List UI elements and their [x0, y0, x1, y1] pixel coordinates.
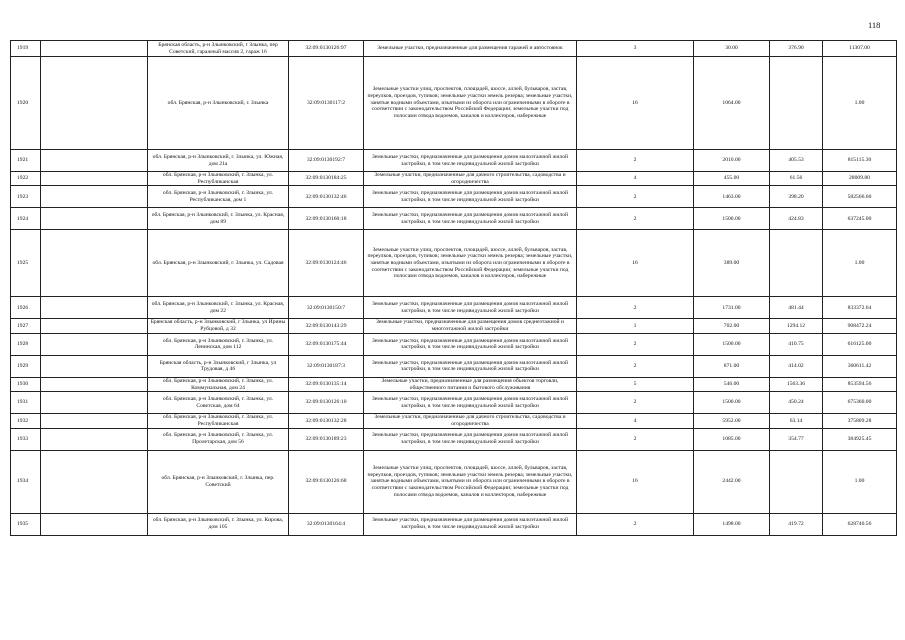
table-row [11, 377, 897, 391]
unit-value-cell: 419.72 [770, 513, 823, 535]
unit-value-cell: 63.14 [770, 414, 823, 428]
group-cell: 2 [577, 428, 694, 450]
address-cell: обл. Брянская, р-н Злынковский, г. Злынка, ул. Пролетарская, дом 56 [148, 428, 289, 450]
spacer-cell [41, 450, 148, 513]
group-cell: 2 [577, 186, 694, 208]
group-cell: 3 [577, 41, 694, 57]
unit-value-cell [770, 450, 823, 513]
land-use-cell: Земельные участки, предназначенные для размещения домов малоэтажной жилой застройки, в том числе индивидуальной жилой застройки [364, 513, 577, 535]
area-cell: 1500.00 [694, 333, 770, 355]
group-cell: 2 [577, 355, 694, 377]
table-row [11, 428, 897, 450]
area-cell: 1085.00 [694, 428, 770, 450]
spacer-cell [41, 150, 148, 172]
table-row [11, 513, 897, 535]
cadastral-number-cell: 32:09:0130126:97 [289, 41, 364, 57]
unit-value-cell [770, 230, 823, 297]
row-number: 1927 [11, 319, 41, 333]
cadastral-value-cell: 28009.80 [823, 172, 897, 186]
unit-value-cell [770, 57, 823, 150]
address-cell: обл. Брянская, р-н Злынковский, г. Злынка, пер. Советский [148, 450, 289, 513]
address-cell: обл. Брянская, р-н Злынковский, г. Злынка, ул. Советская, дом 64 [148, 392, 289, 414]
area-cell: 2442.00 [694, 450, 770, 513]
cadastral-number-cell: 32:09:0130184:25 [289, 172, 364, 186]
row-number: 1933 [11, 428, 41, 450]
cadastral-value-cell: 384925.45 [823, 428, 897, 450]
group-cell: 16 [577, 57, 694, 150]
area-cell: 871.00 [694, 355, 770, 377]
land-use-cell: Земельные участки улиц, проспектов, площадей, шоссе, аллей, бульваров, застав, переулков, проездов, тупиков; земельные участки земель резерва; земельные участки, занятые водными объектами, изъятыми из оборота или ограниченными в обороте в соответствии с законодательством Российской Федерации; земельные участки под полосами отвода водоемов, каналов и коллекторов, набережные [364, 57, 577, 150]
land-use-cell: Земельные участки улиц, проспектов, площадей, шоссе, аллей, бульваров, застав, переулков, проездов, тупиков; земельные участки земель резерва; земельные участки, занятые водными объектами, изъятыми из оборота или ограниченными в обороте в соответствии с законодательством Российской Федерации; земельные участки под полосами отвода водоемов, каналов и коллекторов, набережные [364, 230, 577, 297]
unit-value-cell: 405.53 [770, 150, 823, 172]
table-row [11, 150, 897, 172]
land-use-cell: Земельные участки, предназначенные для размещения домов малоэтажной жилой застройки, в том числе индивидуальной жилой застройки [364, 186, 577, 208]
unit-value-cell: 424.83 [770, 208, 823, 230]
spacer-cell [41, 230, 148, 297]
table-row [11, 450, 897, 513]
address-cell: обл. Брянская, р-н Злынковский, г. Злынка, ул. Ленинская, дом 112 [148, 333, 289, 355]
row-number: 1929 [11, 355, 41, 377]
cadastral-number-cell: 32:09:0130124:46 [289, 230, 364, 297]
row-number: 1919 [11, 41, 41, 57]
cadastral-number-cell: 32:09:0130189:23 [289, 428, 364, 450]
spacer-cell [41, 57, 148, 150]
spacer-cell [41, 297, 148, 319]
row-number: 1928 [11, 333, 41, 355]
unit-value-cell: 1294.12 [770, 319, 823, 333]
unit-value-cell: 354.77 [770, 428, 823, 450]
table-row [11, 355, 897, 377]
area-cell: 1500.00 [694, 392, 770, 414]
row-number: 1923 [11, 186, 41, 208]
table-row [11, 57, 897, 150]
cadastral-value-cell: 616125.00 [823, 333, 897, 355]
table-row [11, 319, 897, 333]
unit-value-cell: 398.20 [770, 186, 823, 208]
table-row [11, 186, 897, 208]
row-number: 1930 [11, 377, 41, 391]
address-cell: Брянская область, р-н Злынковский, г Злынка, пер Советский, гаражный массив 2, гараж 16 [148, 41, 289, 57]
land-use-cell: Земельные участки, предназначенные для размещения домов малоэтажной жилой застройки, в том числе индивидуальной жилой застройки [364, 428, 577, 450]
cadastral-number-cell: 32:09:0130132:46 [289, 186, 364, 208]
spacer-cell [41, 355, 148, 377]
cadastral-number-cell: 32:09:0130192:7 [289, 150, 364, 172]
cadastral-number-cell: 32:09:0130126:10 [289, 392, 364, 414]
land-use-cell: Земельные участки, предназначенные для размещения домов малоэтажной жилой застройки, в том числе индивидуальной жилой застройки [364, 333, 577, 355]
table-row [11, 414, 897, 428]
address-cell: обл. Брянская, р-н Злынковский, г. Злынка, ул. Республиканская [148, 172, 289, 186]
cadastral-number-cell: 32:09:0130187:3 [289, 355, 364, 377]
row-number: 1934 [11, 450, 41, 513]
area-cell: 1463.00 [694, 186, 770, 208]
spacer-cell [41, 208, 148, 230]
spacer-cell [41, 186, 148, 208]
table-row [11, 333, 897, 355]
unit-value-cell: 410.75 [770, 333, 823, 355]
spacer-cell [41, 377, 148, 391]
area-cell: 5952.00 [694, 414, 770, 428]
row-number: 1932 [11, 414, 41, 428]
area-cell: 1731.00 [694, 297, 770, 319]
land-use-cell: Земельные участки, предназначенные для дачного строительства, садоводства и огородничества [364, 172, 577, 186]
cadastral-value-cell: 11307.00 [823, 41, 897, 57]
address-cell: обл. Брянская, р-н Злынковский, г. Злынка, ул. Садовая [148, 230, 289, 297]
unit-value-cell: 61.56 [770, 172, 823, 186]
cadastral-number-cell: 32:09:0130132:28 [289, 414, 364, 428]
unit-value-cell: 376.90 [770, 41, 823, 57]
spacer-cell [41, 513, 148, 535]
row-number: 1922 [11, 172, 41, 186]
cadastral-value-cell: 1.00 [823, 450, 897, 513]
group-cell: 4 [577, 172, 694, 186]
page-number: 118 [868, 20, 881, 30]
table-row [11, 392, 897, 414]
cadastral-value-cell: 582566.60 [823, 186, 897, 208]
area-cell: 1500.00 [694, 208, 770, 230]
address-cell: обл. Брянская, р-н Злынковский, г. Злынка, ул. Республиканская [148, 414, 289, 428]
address-cell: обл. Брянская, р-н Злынковский, г. Злынка, ул. Кирова, дом 105 [148, 513, 289, 535]
cadastral-number-cell: 32:09:0130175:44 [289, 333, 364, 355]
cadastral-number-cell: 32:09:0130135:14 [289, 377, 364, 391]
spacer-cell [41, 41, 148, 57]
area-cell: 389.00 [694, 230, 770, 297]
row-number: 1921 [11, 150, 41, 172]
cadastral-number-cell: 32:09:0130160:18 [289, 208, 364, 230]
table-body [11, 41, 897, 536]
table-row [11, 41, 897, 57]
group-cell: 2 [577, 297, 694, 319]
area-cell: 30.00 [694, 41, 770, 57]
cadastral-number-cell: 32:09:0130143:29 [289, 319, 364, 333]
spacer-cell [41, 414, 148, 428]
row-number: 1931 [11, 392, 41, 414]
cadastral-value-cell: 675360.00 [823, 392, 897, 414]
group-cell: 2 [577, 392, 694, 414]
cadastral-value-cell: 1.00 [823, 230, 897, 297]
cadastral-value-cell: 815115.30 [823, 150, 897, 172]
row-number: 1924 [11, 208, 41, 230]
unit-value-cell: 1563.36 [770, 377, 823, 391]
spacer-cell [41, 319, 148, 333]
row-number: 1935 [11, 513, 41, 535]
unit-value-cell: 414.02 [770, 355, 823, 377]
cadastral-value-cell: 628740.56 [823, 513, 897, 535]
address-cell: обл. Брянская, р-н Злынковский, г. Злынка, ул. Южная, дом 21а [148, 150, 289, 172]
unit-value-cell: 481.44 [770, 297, 823, 319]
address-cell: Брянская область, р-н Злынковский, г Злынка, ул Трудовая, д 46 [148, 355, 289, 377]
table-row [11, 297, 897, 319]
area-cell: 2010.00 [694, 150, 770, 172]
land-use-cell: Земельные участки, предназначенные для размещения гаражей и автостоянок [364, 41, 577, 57]
group-cell: 2 [577, 333, 694, 355]
spacer-cell [41, 172, 148, 186]
address-cell: обл. Брянская, р-н Злынковский, г. Злынка, ул. Коммунальная, дом 24 [148, 377, 289, 391]
land-use-cell: Земельные участки, предназначенные для размещения домов малоэтажной жилой застройки, в том числе индивидуальной жилой застройки [364, 297, 577, 319]
spacer-cell [41, 392, 148, 414]
table-row [11, 230, 897, 297]
group-cell: 2 [577, 150, 694, 172]
group-cell: 1 [577, 319, 694, 333]
land-registry-table [10, 40, 897, 536]
cadastral-value-cell: 833372.64 [823, 297, 897, 319]
table-row [11, 172, 897, 186]
group-cell: 2 [577, 208, 694, 230]
row-number: 1920 [11, 57, 41, 150]
spacer-cell [41, 333, 148, 355]
address-cell: обл. Брянская, р-н Злынковский, г. Злынка, ул. Красная, дом 22 [148, 297, 289, 319]
area-cell: 1064.00 [694, 57, 770, 150]
cadastral-number-cell: 32:09:0130164:4 [289, 513, 364, 535]
cadastral-value-cell: 908472.24 [823, 319, 897, 333]
cadastral-value-cell: 637245.00 [823, 208, 897, 230]
group-cell: 16 [577, 450, 694, 513]
cadastral-value-cell: 360611.42 [823, 355, 897, 377]
row-number: 1925 [11, 230, 41, 297]
land-use-cell: Земельные участки, предназначенные для размещения домов среднеэтажной и многоэтажной жилой застройки [364, 319, 577, 333]
address-cell: обл. Брянская, р-н Злынковский, г. Злынка [148, 57, 289, 150]
land-use-cell: Земельные участки, предназначенные для размещения домов малоэтажной жилой застройки, в том числе индивидуальной жилой застройки [364, 355, 577, 377]
group-cell: 4 [577, 414, 694, 428]
area-cell: 546.00 [694, 377, 770, 391]
table-row [11, 208, 897, 230]
land-use-cell: Земельные участки, предназначенные для размещения домов малоэтажной жилой застройки, в том числе индивидуальной жилой застройки [364, 392, 577, 414]
address-cell: обл. Брянская, р-н Злынковский, г. Злынка, ул. Красная, дом 89 [148, 208, 289, 230]
address-cell: обл. Брянская, р-н Злынковский, г. Злынка, ул. Республиканская, дом 1 [148, 186, 289, 208]
group-cell: 5 [577, 377, 694, 391]
cadastral-number-cell: 32:09:0130150:7 [289, 297, 364, 319]
group-cell: 2 [577, 513, 694, 535]
cadastral-number-cell: 32:09:0130117:2 [289, 57, 364, 150]
land-use-cell: Земельные участки, предназначенные для размещения объектов торговли, общественного питания и бытового обслуживания [364, 377, 577, 391]
address-cell: Брянская область, р-н Злынковский, г Злынка, ул Ирины Рубцовой, д 32 [148, 319, 289, 333]
cadastral-value-cell: 375809.28 [823, 414, 897, 428]
row-number: 1926 [11, 297, 41, 319]
unit-value-cell: 450.24 [770, 392, 823, 414]
group-cell: 16 [577, 230, 694, 297]
land-use-cell: Земельные участки, предназначенные для дачного строительства, садоводства и огородничества [364, 414, 577, 428]
land-use-cell: Земельные участки, предназначенные для размещения домов малоэтажной жилой застройки, в том числе индивидуальной жилой застройки [364, 208, 577, 230]
cadastral-number-cell: 32:09:0130126:68 [289, 450, 364, 513]
area-cell: 1498.00 [694, 513, 770, 535]
cadastral-value-cell: 1.00 [823, 57, 897, 150]
area-cell: 455.00 [694, 172, 770, 186]
land-use-cell: Земельные участки улиц, проспектов, площадей, шоссе, аллей, бульваров, застав, переулков, проездов, тупиков; земельные участки земель резерва; земельные участки, занятые водными объектами, изъятыми из оборота или ограниченными в обороте в соответствии с законодательством Российской Федерации; земельные участки под полосами отвода водоемов, каналов и коллекторов, набережные [364, 450, 577, 513]
area-cell: 702.00 [694, 319, 770, 333]
cadastral-value-cell: 853594.56 [823, 377, 897, 391]
land-use-cell: Земельные участки, предназначенные для размещения домов малоэтажной жилой застройки, в том числе индивидуальной жилой застройки [364, 150, 577, 172]
spacer-cell [41, 428, 148, 450]
